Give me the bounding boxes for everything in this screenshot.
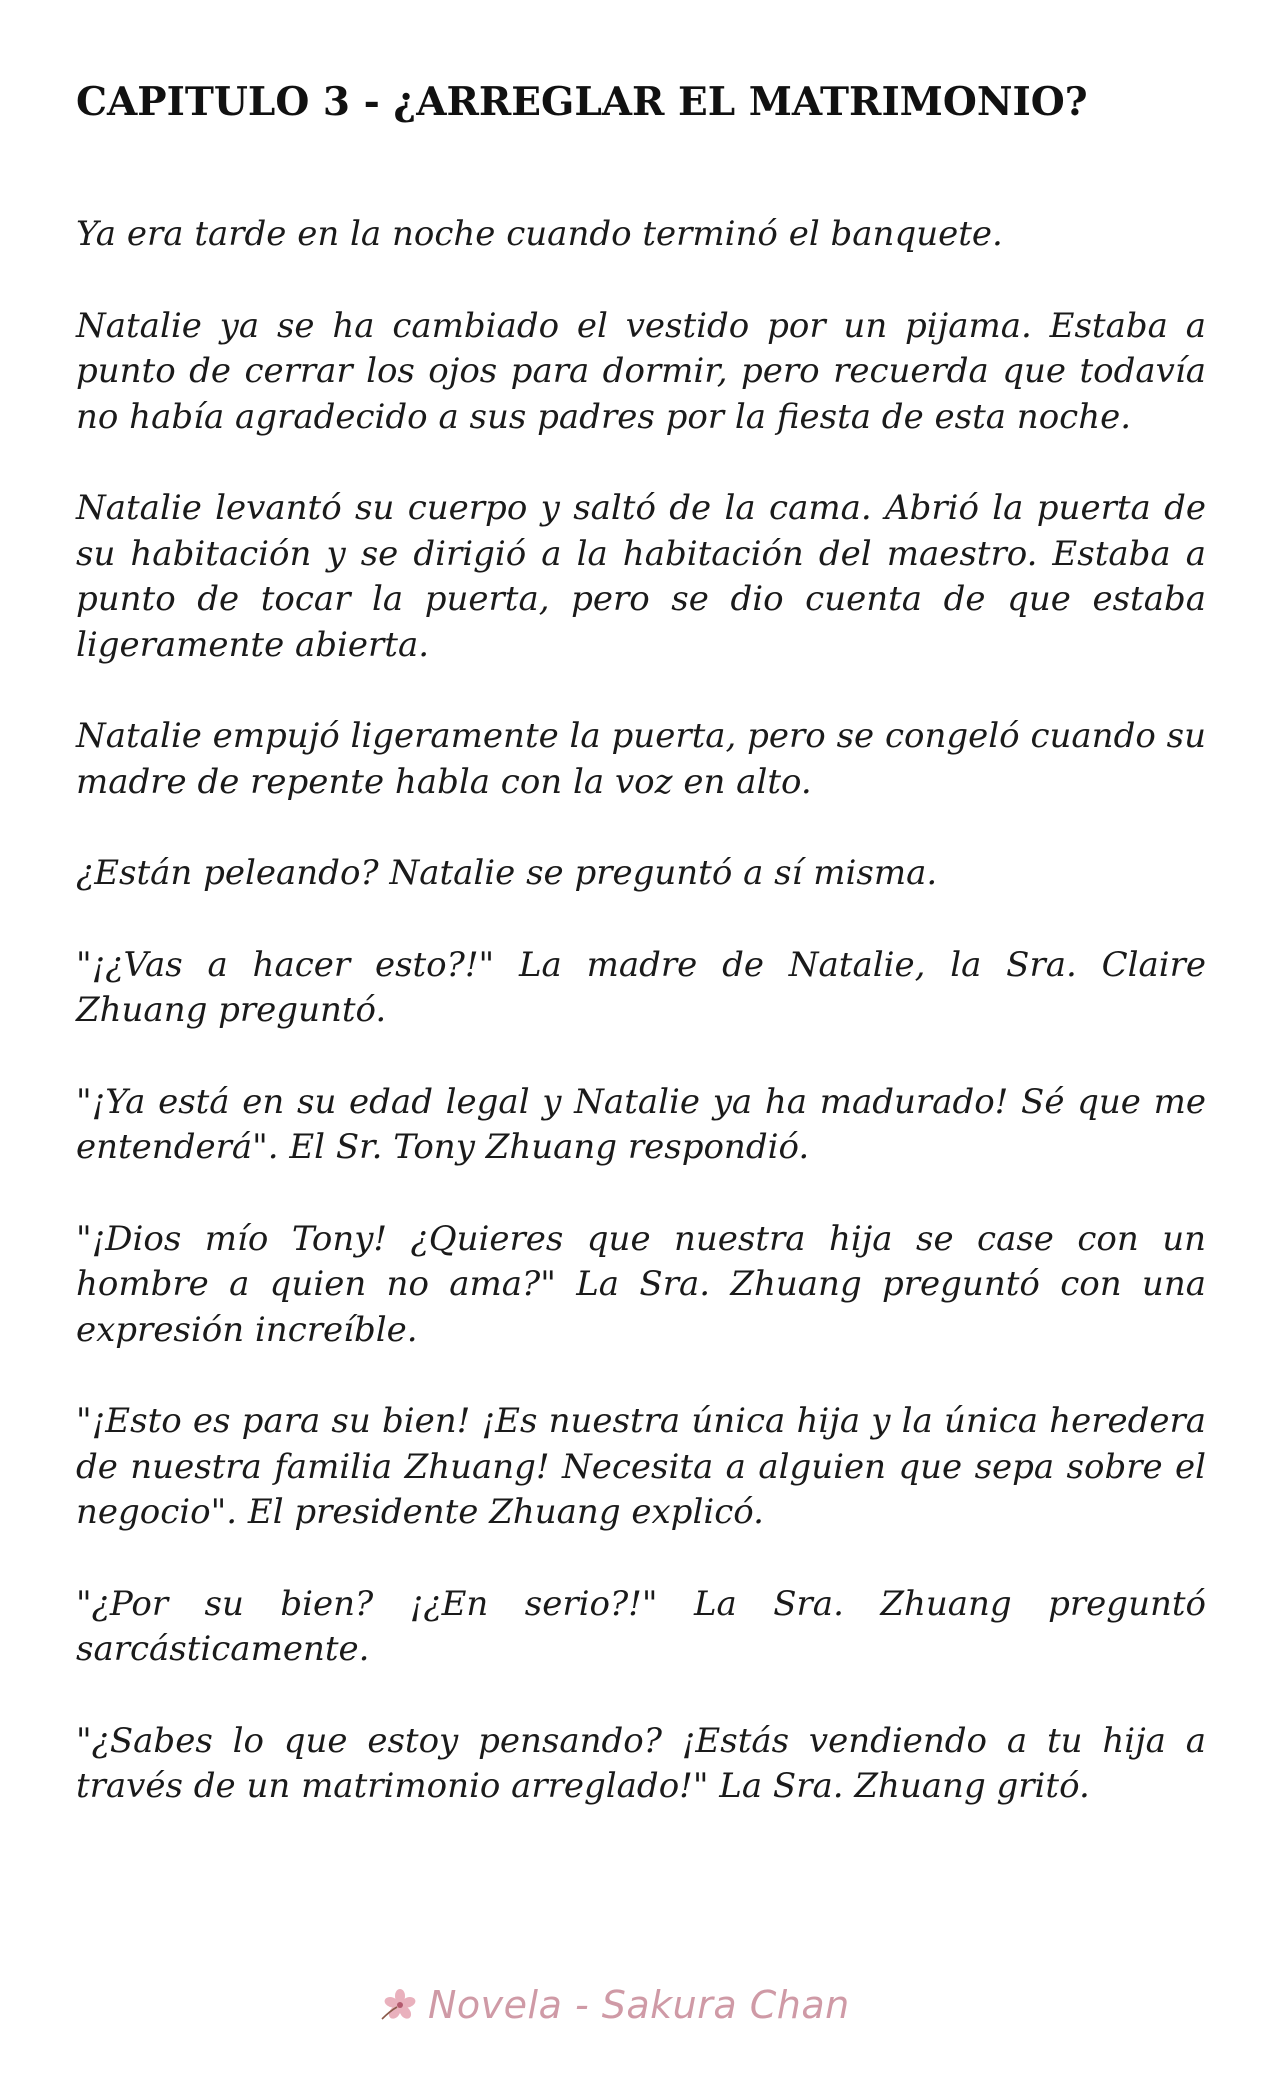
paragraph: "¿Por su bien? ¡¿En serio?!" La Sra. Zhuang preguntó sarcásticamente. — [76, 1583, 1206, 1669]
watermark-text: Novela - Sakura Chan — [428, 1983, 850, 2027]
paragraph: "¡¿Vas a hacer esto?!" La madre de Natalie, la Sra. Claire Zhuang preguntó. — [76, 944, 1206, 1030]
sakura-flower-icon — [380, 1985, 420, 2025]
watermark — [380, 1980, 900, 2030]
paragraph: Ya era tarde en la noche cuando terminó el banquete. — [76, 214, 1003, 254]
paragraph: "¡Esto es para su bien! ¡Es nuestra única hija y la única heredera de nuestra familia Zhuang! Necesita a alguien que sepa sobre el negocio". El presidente Zhuang explicó. — [76, 1401, 1206, 1532]
paragraph: "¿Sabes lo que estoy pensando? ¡Estás vendiendo a tu hija a través de un matrimonio arreglado!" La Sra. Zhuang gritó. — [76, 1720, 1206, 1806]
paragraph: Natalie empujó ligeramente la puerta, pero se congeló cuando su madre de repente habla con la voz en alto. — [76, 716, 1206, 802]
chapter-title: CAPITULO 3 - ¿ARREGLAR EL MATRIMONIO? — [76, 79, 1088, 125]
paragraph: Natalie ya se ha cambiado el vestido por un pijama. Estaba a punto de cerrar los ojos para dormir, pero recuerda que todavía no había agradecido a sus padres por la fiesta de esta noche. — [76, 305, 1206, 437]
paragraph: Natalie levantó su cuerpo y saltó de la cama. Abrió la puerta de su habitación y se dirigió a la habitación del maestro. Estaba a punto de tocar la puerta, pero se dio cuenta de que estaba ligeramente abierta. — [76, 488, 1206, 665]
paragraph: "¡Ya está en su edad legal y Natalie ya ha madurado! Sé que me entenderá". El Sr. Tony Zhuang respondió. — [76, 1081, 1206, 1167]
paragraph: ¿Están peleando? Natalie se preguntó a sí misma. — [76, 853, 938, 893]
paragraph: "¡Dios mío Tony! ¿Quieres que nuestra hija se case con un hombre a quien no ama?" La Sra. Zhuang preguntó con una expresión increíble. — [76, 1218, 1206, 1350]
chapter-body — [76, 212, 1206, 1856]
